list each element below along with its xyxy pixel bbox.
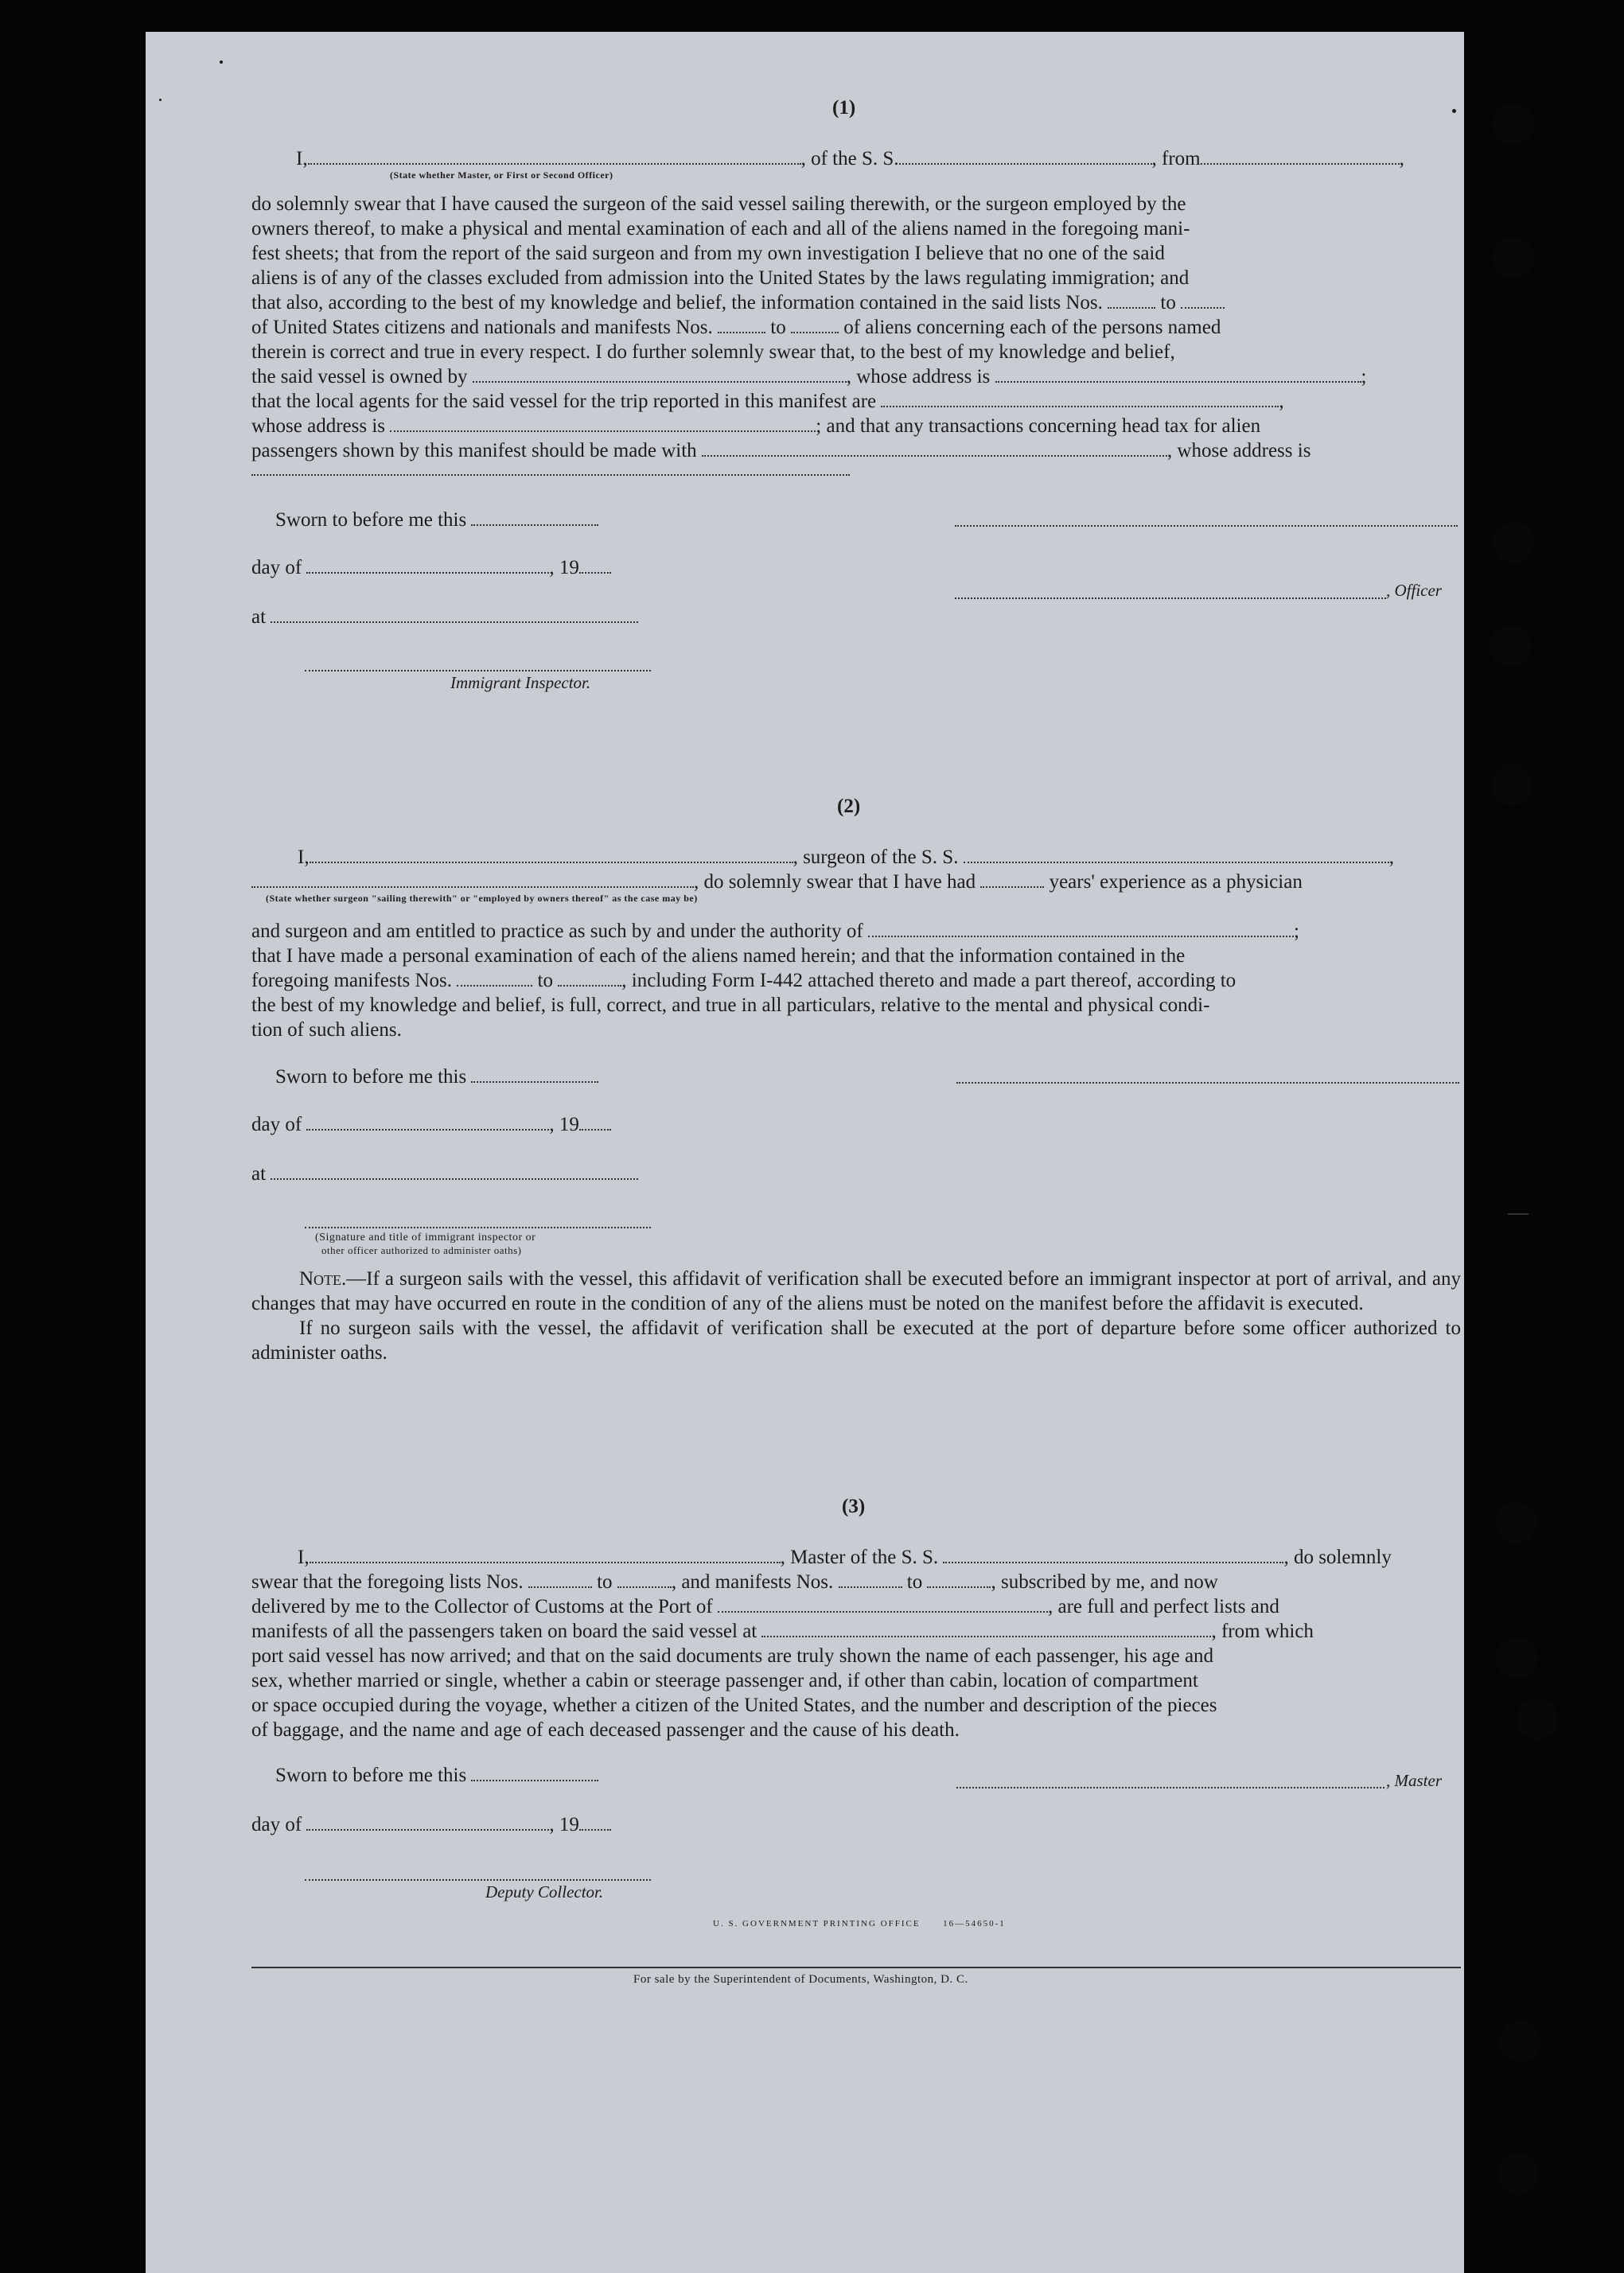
printing-office-line: U. S. GOVERNMENT PRINTING OFFICE 16—54650-1 xyxy=(713,1919,1006,1929)
footer-rule xyxy=(251,1967,1461,1968)
s2-sworn: Sworn to before me this xyxy=(275,1064,598,1089)
punch-hole xyxy=(1493,522,1534,563)
s1-officer-note: (State whether Master, or First or Second Officer) xyxy=(390,169,613,181)
s1-officer-label: , Officer xyxy=(1386,581,1442,600)
s2-sig-note-2: other officer authorized to administer oaths) xyxy=(321,1244,522,1256)
s2-paragraph: and surgeon and am entitled to practice as such by and under the authority of ; that I have made a personal examination of each of the aliens named herein; and that the information contained in the foregoing manifests Nos. to , including Form I-442 attached thereto and made a part thereof, according to the best of my knowledge and belief, is full, correct, and true in all particulars, relative to the mental and physical condi- tion of such aliens. xyxy=(251,920,1299,1041)
s1-paragraph: do solemnly swear that I have caused the surgeon of the said vessel sailing therewith, or the surgeon employed by the owners thereof, to make a physical and mental examination of each and all of the aliens named in the foregoing mani- fest sheets; that from the report of the said surgeon and from my own investigation I believe that no one of the said aliens is of any of the classes excluded from admission into the United States by the laws regulating immigration; and that also, according to the best of my knowledge and belief, the information contained in the said lists Nos. to of United States citizens and nationals and manifests Nos. to of aliens concerning each of the persons named therein is correct and true in every respect. I do further solemnly swear that, to the best of my knowledge and belief, the said vessel is owned by , whose address is ; that the local agents for the said vessel for the trip reported in this manifest are , whose address is ; and that any transactions concerning head tax for alien passengers shown by this manifest should be made with , whose address is xyxy=(251,193,1367,461)
s2-day-of: day of , 19 xyxy=(251,1112,611,1137)
section-2-heading: (2) xyxy=(837,796,861,817)
punch-hole xyxy=(1499,2021,1540,2062)
s3-day-of: day of , 19 xyxy=(251,1812,611,1837)
s3-master-label: , Master xyxy=(1386,1771,1442,1790)
s1-inspector-label: Immigrant Inspector. xyxy=(450,673,591,692)
punch-hole xyxy=(1490,625,1531,667)
s3-sworn: Sworn to before me this xyxy=(275,1763,598,1788)
s1-day-of: day of , 19 xyxy=(251,555,611,580)
punch-hole xyxy=(1491,764,1532,805)
s2-sig-note-1: (Signature and title of immigrant inspector or xyxy=(315,1232,536,1244)
punch-hole xyxy=(1493,103,1534,145)
punch-hole xyxy=(1517,1699,1558,1740)
s2-line1: I, , surgeon of the S. S. , xyxy=(298,847,1394,868)
section-3-heading: (3) xyxy=(842,1496,866,1517)
s2-note: Note.—If a surgeon sails with the vessel, this affidavit of verification shall be executed before an immigrant inspector at port of arrival, and any changes that may have occurred en route in the condition of any of the aliens must be noted on the manifest before the affidavit is executed. If no surgeon sails with the vessel, the affidavit of verification shall be executed at the port of departure before some officer authorized to administer oaths. xyxy=(251,1268,1461,1364)
sale-notice: For sale by the Superintendent of Documents, Washington, D. C. xyxy=(633,1973,968,1986)
s2-line2: , do solemnly swear that I have had years' experience as a physician xyxy=(251,870,1303,894)
s1-at: at xyxy=(251,605,638,629)
punch-hole xyxy=(1496,1502,1537,1543)
punch-hole xyxy=(1497,2154,1539,2195)
section-1-heading: (1) xyxy=(832,97,856,119)
s3-collector-label: Deputy Collector. xyxy=(485,1882,604,1901)
s2-surgeon-note: (State whether surgeon "sailing therewith" or "employed by owners thereof" as the case may be) xyxy=(266,893,698,904)
punch-hole xyxy=(1493,237,1534,278)
s1-sworn: Sworn to before me this xyxy=(275,508,598,532)
s2-at: at xyxy=(251,1162,638,1186)
punch-hole xyxy=(1496,1637,1537,1679)
s1-line1: I, , of the S. S. , from , xyxy=(296,148,1404,169)
s3-paragraph: I, , Master of the S. S. , do solemnly swear that the foregoing lists Nos. to , and manifests Nos. to , subscribed by me, and now delivered by me to the Collector of Customs at the Port of , are full and perfect lists and manifests of all the passengers taken on board the said vessel at , from which port said vessel has now arrived; and that on the said documents are truly shown the name of each passenger, his age and sex, whether married or single, whether a cabin or steerage passenger and, if other than cabin, location of compartment or space occupied during the voyage, whether a citizen of the United States, and the number and description of the pieces of baggage, and the name and age of each deceased passenger and the cause of his death. xyxy=(251,1547,1392,1741)
